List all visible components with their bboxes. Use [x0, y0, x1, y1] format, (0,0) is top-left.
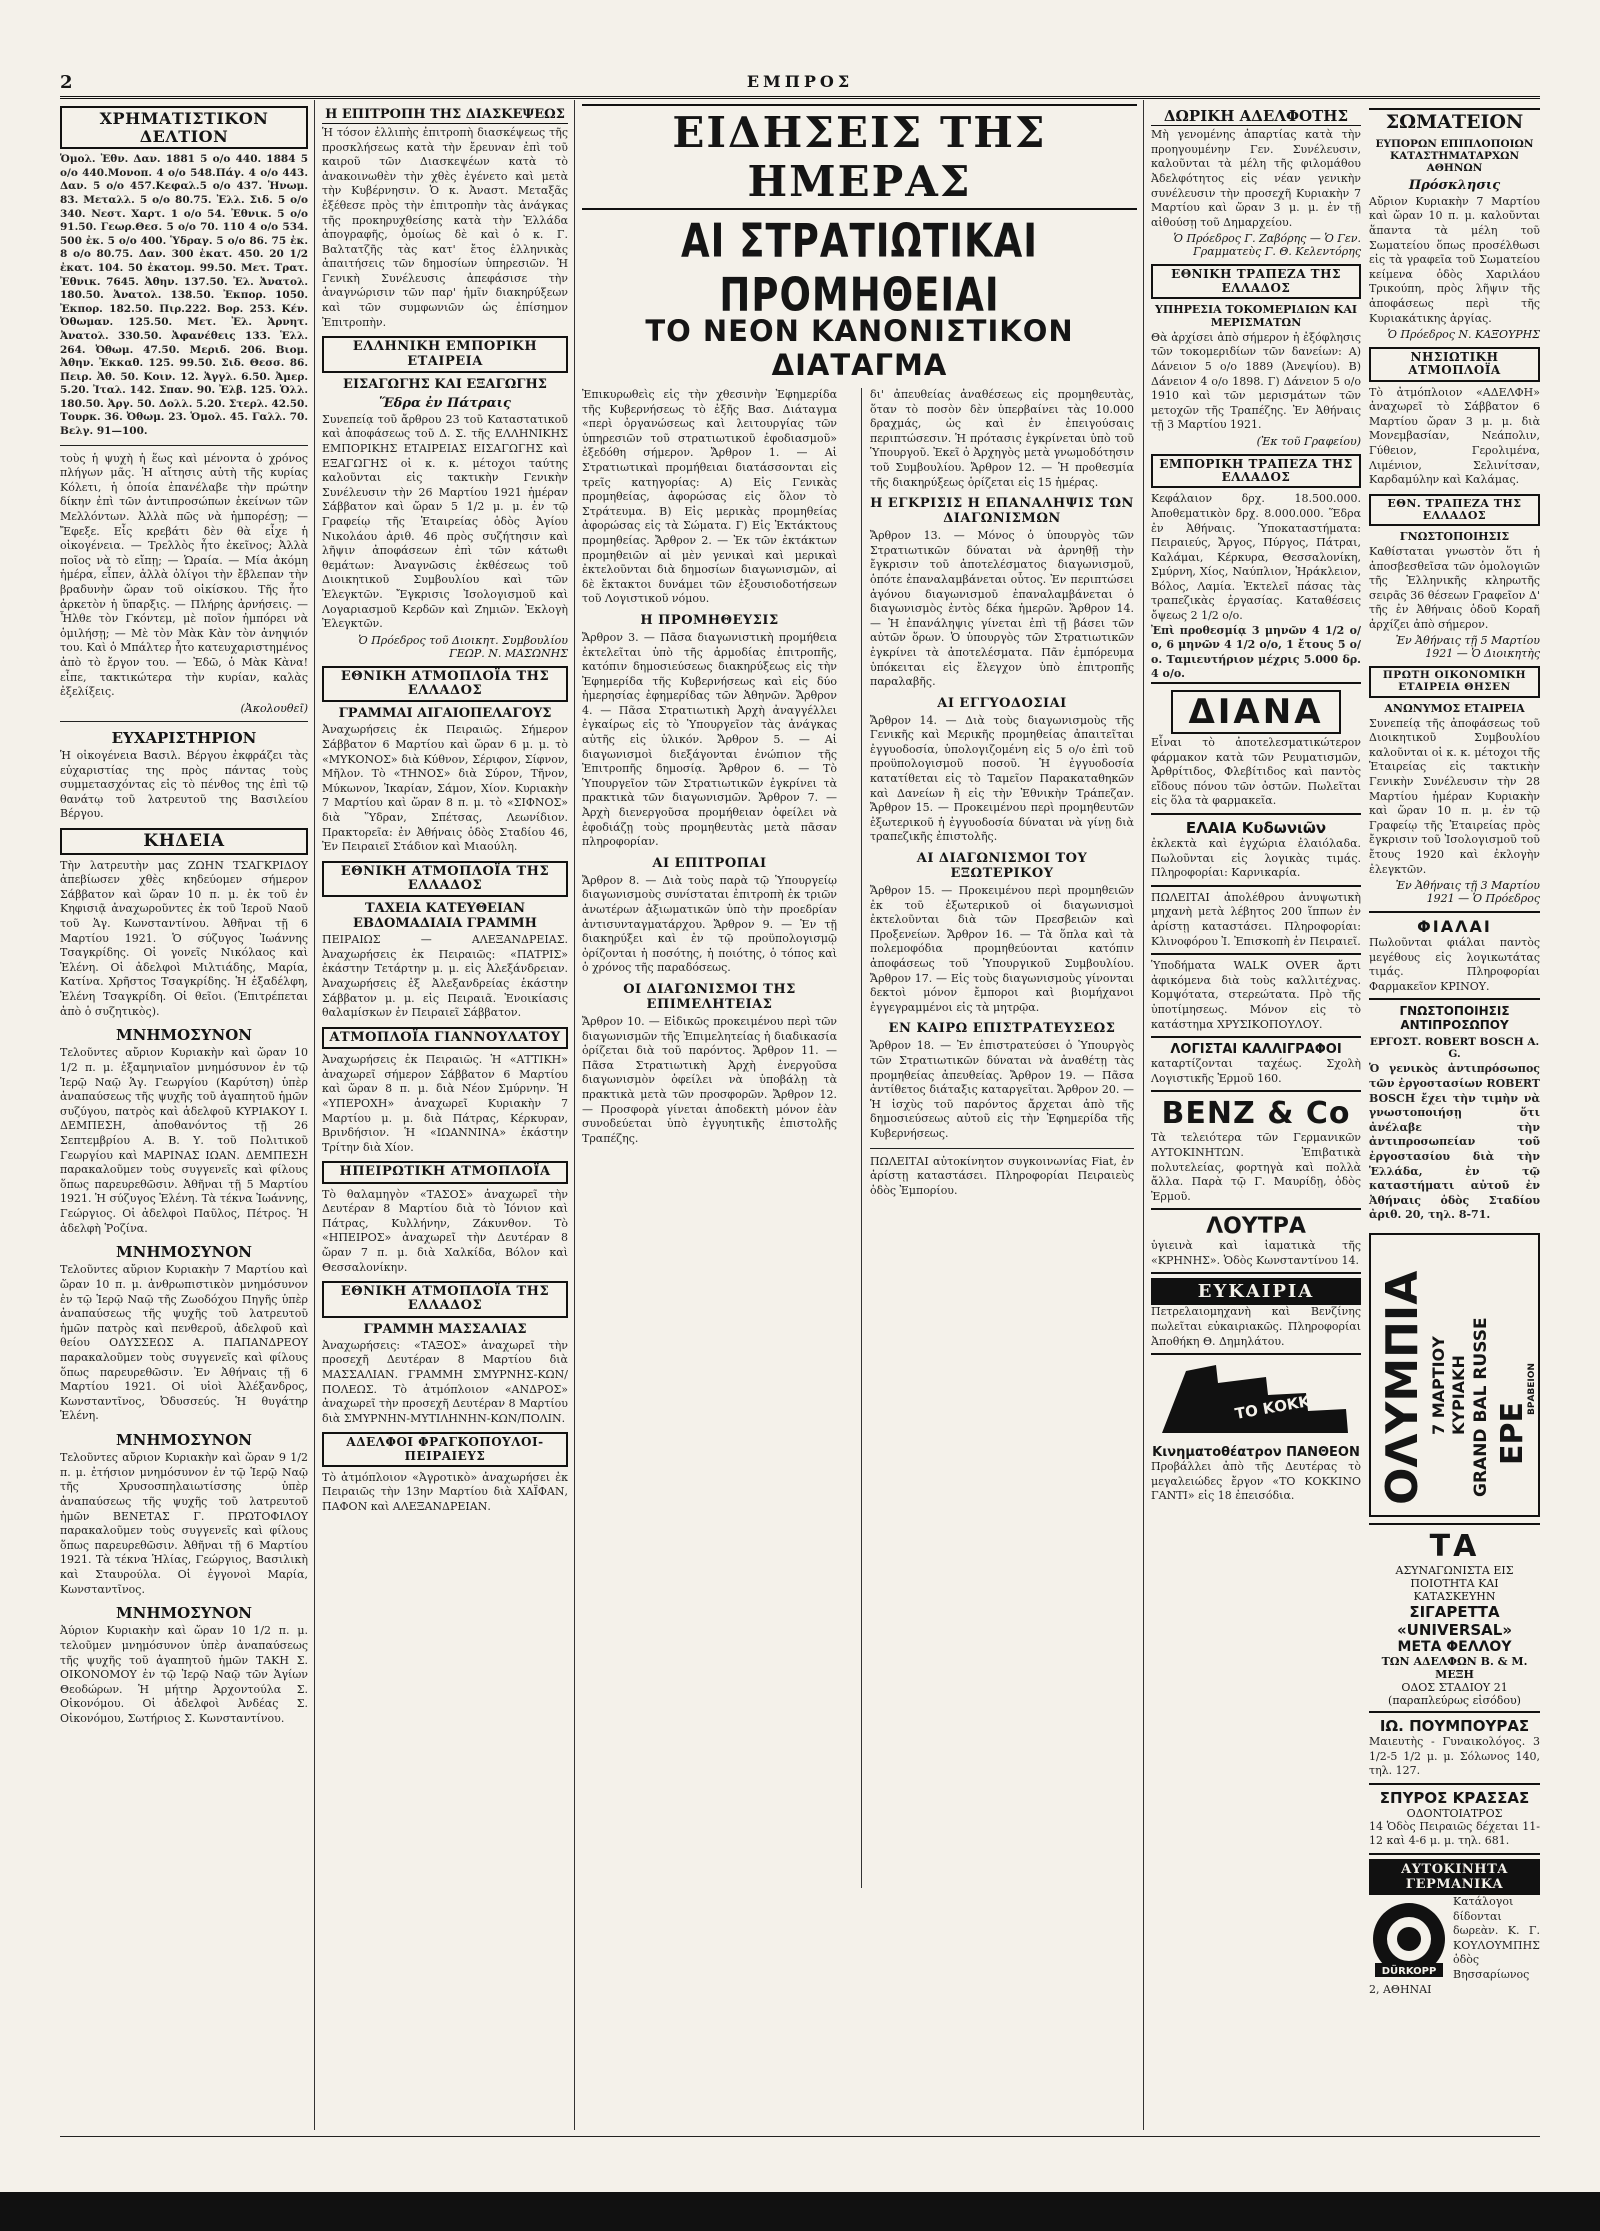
column-rule	[1143, 100, 1144, 2130]
island-shipping-title: ΝΗΣΙΩΤΙΚΗ ΑΤΜΟΠΛΟΪΑ	[1369, 347, 1540, 381]
sale-text: ΠΩΛΕΙΤΑΙ ἀπολέθρου ἀνυψωτικὴ μηχανὴ μετὰ λέβητος 200 ἵππων ἐν ἀρίστῃ καταστάσει. Πληροφορίαι: Κλινοφόρου Ἰ. Ἐπισκοπὴ ἐν Πειραιεῖ.	[1151, 890, 1361, 948]
article-paragraph: Ἄρθρον 8. — Διὰ τοὺς παρὰ τῷ Ὑπουργείῳ διαγωνισμοὺς συνίσταται ἐπιτροπὴ ἐκ τριῶν ἀνωτέρων ἀξιωματικῶν ὑπὸ τὴν προεδρίαν ἀντισυνταγματάρχου. Ἄρθρον 9. — Ἐν τῇ διακηρύξει καὶ ἐν τῷ προϋπολογισμῷ ὀρίζονται ἡ ποσότης, ἡ ποιότης, ὁ τόπος καὶ ὁ χρόνος τῆς παραδόσεως.	[582, 873, 837, 975]
pantheon-text: Προβάλλει ἀπὸ τῆς Δευτέρας τὸ μεγαλειώδες ἔργον «ΤΟ ΚΟΚΚΙΝΟ ΓΑΝΤΙ» εἰς 18 ἐπεισόδια.	[1151, 1460, 1361, 1503]
shipping-title: ΗΠΕΙΡΩΤΙΚΗ ΑΤΜΟΠΛΟΪΑ	[322, 1161, 568, 1183]
bank-signature: (Ἐκ τοῦ Γραφείου)	[1256, 434, 1361, 448]
article-column-rule	[861, 388, 862, 1888]
article-headline: ΑΙ ΣΤΡΑΤΙΩΤΙΚΑΙ ΠΡΟΜΗΘΕΙΑΙ	[680, 214, 1039, 322]
opportunity-ad	[1151, 1272, 1361, 1353]
association-subtitle: ΕΥΠΟΡΩΝ ΕΠΙΠΛΟΠΟΙΩΝ ΚΑΤΑΣΤΗΜΑΤΑΡΧΩΝ ΑΘΗΝΩΝ	[1375, 137, 1534, 174]
column-4	[1151, 100, 1396, 2130]
column-rule	[314, 100, 315, 2130]
stock-bulletin-text: Ὁμολ. Ἐθν. Δαν. 1881 5 ο/ο 440. 1884 5 ο/ο 440.Μονοπ. 4 ο/ο 548.Πάγ. 4 ο/ο 443. Δαν. 5 ο/ο 457.Κεφαλ.5 ο/ο 437. Ἡνωμ. 83. Μεταλλ. 5 ο/ο 80.75. Ἐλλ. Σιδ. 5 ο/ο 340. Νεστ. Χαρτ. 1 ο/ο 54. Ἐθνικ. 5 ο/ο 91.50. Γεωρ.Θεσ. 5 ο/ο 70. 110 4 ο/ο 534. 500 ἐκ. 5 ο/ο 400. Ὑδραγ. 5 ο/ο 86. 75 ἐκ. 8 ο/ο 80.75. Δαν. 300 ἐκατ. 450. 20 1/2 ἐκατ. 104. 50 ἐκατομ. 99.50. Μετ. Τρατ. Ἐθνικ. 7645. Ἀθην. 137.50. Ἐλ. Ἀνατολ. 180.50. Ἀνατολ. 138.50. Ἐκπορ. 1050. Ἐκπορ. 182.50. Πιρ.222. Βορ. 253. Κέν. Ὀθωμαν. 125.50. Μετ. Ἐλ. Ἀρνητ. Ἀνατολ. 330.50. Ἀφανέθεις 133. Ἑλλ. 264. Ὀθωμ. 47.50. Μεριδ. 206. Βιομ. Ἀθην. Ἐκκαθ. 125. 99.50. Σιδ. Θεσσ. 86. Πειρ. Ἀθ. 50. Κοιν. 12. Ἀγγλ. 6.50. Ἀμερ. 5.20. Ἰταλ. 142. Σπαν. 90. Ἐλβ. 125. Ὁλλ. 180.50. Ἀργ. 50. Δολλ. 5.20. Στερλ. 42.50. Τουρκ. 36. Ὀθωμ. 23. Ὁμολ. 45. Γαλλ. 70. Βελγ. 91—100.	[60, 153, 308, 438]
baths-text: ὑγιεινὰ καὶ ἰαματικὰ τῆς «ΚΡΗΝΗΣ». Ὁδὸς Κωνσταντίνου 14.	[1151, 1239, 1361, 1267]
association-title: ΣΩΜΑΤΕΙΟΝ	[1369, 108, 1540, 134]
baths-title: ΛΟΥΤΡΑ	[1206, 1214, 1306, 1240]
memorial-title: ΜΝΗΜΟΣΥΝΟΝ	[116, 1243, 252, 1262]
bank-subtitle: ΥΠΗΡΕΣΙΑ ΤΟΚΟΜΕΡΙΔΙΩΝ ΚΑΙ ΜΕΡΙΣΜΑΤΩΝ	[1154, 302, 1358, 329]
dentist-title: ΟΔΟΝΤΟΙΑΤΡΟΣ	[1406, 1806, 1503, 1820]
shipping-text: Τὸ θαλαμηγὸν «ΤΑΣΟΣ» ἀναχωρεῖ τὴν Δευτέραν 8 Μαρτίου διὰ τὸ Ἰόνιον καὶ Πάτρας, Κυλλήνην, Ζάκυνθον. Τὸ «ΗΠΕΙΡΟΣ» ἀναχωρεῖ τὴν Δευτέραν 8 ὥραν 7 π. μ. διὰ Χαλκίδα, Βόλον καὶ Θεσσαλονίκην.	[322, 1187, 568, 1274]
trade-company-location: Ἕδρα ἐν Πάτραις	[379, 395, 511, 411]
national-bank-subtitle: ΓΝΩΣΤΟΠΟΙΗΣΙΣ	[1399, 529, 1510, 543]
olympia-date: 7 ΜΑΡΤΙΟΥ	[1429, 1336, 1448, 1435]
memorial-title: ΜΝΗΜΟΣΥΝΟΝ	[116, 1026, 252, 1045]
bottom-rule	[60, 2136, 1540, 2137]
article-paragraph: Ἐπικυρωθεὶς εἰς τὴν χθεσινὴν Ἐφημερίδα τῆς Κυβερνήσεως τὸ ἐξῆς Βασ. Διάταγμα «περὶ ὀργανώσεως καὶ λειτουργίας τῶν ὑπηρεσιῶν τοῦ στρατιωτικοῦ ἐφοδιασμοῦ» ἐξεδόθη σήμερον. Ἄρθρον 1. — Αἱ Στρατιωτικαὶ προμήθειαι διατάσσονται εἰς τρεῖς κατηγορίας: Α) Εἰς Γενικὰς προμηθείας, ἀφορώσας εἰς ὅλον τὸ Στράτευμα. Β) Εἰς μερικὰς προμηθείας ἀφορώσας εἰς τὰ Σώματα. Γ) Εἰς Ἐκτάκτους προμηθείας. Ἄρθρον 2. — Ἐκ τῶν ἐκτάκτων προμηθειῶν αἱ μὲν γενικαὶ καὶ μερικαὶ ἐκτελοῦνται διὰ δημοσίων διαγωνισμῶν, αἱ δὲ ἔκτακτοι δυνάμει τῶν ἐξουσιοδοτήσεων τοῦ Λογιστικοῦ νόμου.	[582, 388, 837, 606]
german-cars-ad	[1369, 1853, 1540, 2001]
cigarette-name: ΣΙΓΑΡΕΤΤΑ «UNIVERSAL»	[1396, 1603, 1513, 1639]
bottles-title: ΦΙΑΛΑΙ	[1417, 917, 1492, 937]
red-glove-illustration	[1156, 1363, 1396, 1441]
bosch-title: ΓΝΩΣΤΟΠΟΙΗΣΙΣ ΑΝΤΙΠΡΟΣΩΠΟΥ	[1399, 1004, 1510, 1033]
article-subhead: ΕΝ ΚΑΙΡΩ ΕΠΙΣΤΡΑΤΕΥΣΕΩΣ	[888, 1021, 1116, 1037]
bank-text: Θὰ ἀρχίσει ἀπὸ σήμερον ἡ ἐξόφλησις τῶν τοκομεριδίων τῶν δανείων: Α) Δάνειον 5 ο/ο 1889 (Ἀνεψίου). Β) Δάνειον 4 ο/ο 1898. Γ) Δάνειον 5 ο/ο 1910 καὶ τῶν μερισμάτων τῶν μετοχῶν τῆς Τραπέζης. Ἐν Ἀθήναις τῇ 3 Μαρτίου 1921.	[1151, 330, 1361, 432]
economic-company-subtitle: ΑΝΩΝΥΜΟΣ ΕΤΑΙΡΕΙΑ	[1384, 701, 1525, 715]
column-1	[60, 100, 308, 2130]
classified-ad: ΠΩΛΕΙΤΑΙ αὐτοκίνητον συγκοινωνίας Fiat, ἐν ἀρίστῃ καταστάσει. Πληροφορίαι Πειραιεὺς ὁδὸς Ἐμπορίου.	[870, 1154, 1134, 1197]
cinema-ad	[1151, 1353, 1396, 1508]
divider	[870, 1148, 1134, 1149]
stock-bulletin-title: ΧΡΗΜΑΤΙΣΤΙΚΟΝ ΔΕΛΤΙΟΝ	[60, 106, 308, 149]
committee-text: Ἡ τόσον ἐλλιπὴς ἐπιτροπὴ διασκέψεως τῆς προσκλήσεως κατὰ τὴν ἔρευναν ἐπὶ τοῦ καιροῦ τῶν Διασκεψέων κατὰ τὸ ἀνακοινωθὲν τὴν χθὲς ἐγένετο καὶ μετὰ τὴν Κυβέρνησιν. Ὁ κ. Ἀναστ. Μεταξᾶς ἐξέθεσε πρὸς τὴν ἐπιτροπὴν τὰς ἀνάγκας τῆς προκηρυχθείσης κατὰ τὴν Ἐλλάδα ἀπογραφῆς, ὁμοίως δὲ καὶ ὁ κ. Γ. Βαλτατζῆς τὰς κατ' ἔτος ἑλληνικὰς ἀπαιτήσεις τῶν δημοσίων ὑπηρεσιῶν. Ἡ Γενικὴ Συνέλευσις ἀπεφάσισε τὴν ἀναγνώρισιν τῶν παρ' ἡμῖν διακηρύξεων καὶ τῶν συμφωνιῶν ὡς ἐπίσημον Ἐπιτροπὴν.	[322, 125, 568, 329]
doric-text: Μὴ γενομένης ἀπαρτίας κατὰ τὴν προηγουμένην Γεν. Συνέλευσιν, καλοῦνται τὰ μέλη τῆς φιλομάθου Ἀδελφότητος εἰς νέαν γενικὴν συνέλευσιν τὴν προσεχῆ Κυριακὴν 7 Μαρτίου καὶ ὥραν 3 μ. μ. ἐν τῇ αἰθούσῃ τοῦ Δημαρχείου.	[1151, 128, 1361, 229]
shipping-title: ΕΘΝΙΚΗ ΑΤΜΟΠΛΟΪΑ ΤΗΣ ΕΛΛΑΔΟΣ	[322, 1281, 568, 1318]
trade-company-title: ΕΛΛΗΝΙΚΗ ΕΜΠΟΡΙΚΗ ΕΤΑΙΡΕΙΑ	[322, 336, 568, 373]
memorial-text: Τελοῦντες αὔριον Κυριακὴν 7 Μαρτίου καὶ ὥραν 10 π. μ. ἀνθρωπιστικὸν μνημόσυνον ἐν τῷ Ἱερῷ Ναῷ τῆς Ζωοδόχου Πηγῆς ὑπὲρ ἀναπαύσεως τῆς ψυχῆς τοῦ λατρευτοῦ ἡμῶν πατρὸς καὶ πενθεροῦ, ἀδελφοῦ καὶ θείου ΟΔΥΣΣΕΩΣ Α. ΠΑΠΑΝΔΡΕΟΥ παρακαλοῦμεν τοὺς συγγενεῖς καὶ φίλους ὅπως παρευρεθῶσιν. Ἐν Ἀθήναις τῇ 6 Μαρτίου 1921. Οἱ υἱοὶ Ἀλέξανδρος, Κωνσταντῖνος, Ὀδυσσεύς. Ἡ θυγάτηρ Ἑλένη.	[60, 1263, 308, 1423]
doric-signature: Ὁ Πρόεδρος Γ. Ζαβόρης — Ὁ Γεν. Γραμματεὺς Γ. Θ. Κελεντόρης	[1173, 232, 1361, 259]
article-subhead: ΑΙ ΕΠΙΤΡΟΠΑΙ	[652, 855, 767, 871]
olive-oil-title: ΕΛΑΙΑ Κυδωνιῶν	[1185, 819, 1327, 837]
cigarette-address: ΟΔΟΣ ΣΤΑΔΙΟΥ 21 (παραπλεύρως εἰσόδου)	[1388, 1681, 1521, 1707]
diana-name: ΔΙΑΝΑ	[1171, 690, 1341, 734]
scan-bottom-edge	[0, 2192, 1600, 2231]
article-paragraph: Ἄρθρον 14. — Διὰ τοὺς διαγωνισμοὺς τῆς Γενικῆς καὶ Μερικῆς προμηθείας ἀπαιτεῖται ἐγγυοδοσία, ὑπολογιζομένη εἰς 5 ο/ο ἐπὶ τοῦ προϋπολογισμοῦ ποσοῦ. Ἡ ἐγγυοδοσία κατατίθεται εἰς τὸ Ταμεῖον Παρακαταθηκῶν καὶ Δανείων ἢ εἰς τὴν Ἐθνικὴν Τράπεζαν. Ἄρθρον 15. — Προκειμένου περὶ προμηθευτῶν ἐξωτερικοῦ ἡ ἐγγυοδοσία δύναται νὰ γίνῃ διὰ τραπεζικῆς ἐπιστολῆς.	[870, 713, 1134, 844]
dentist-name: ΣΠΥΡΟΣ ΚΡΑΣΣΑΣ	[1379, 1788, 1530, 1807]
benz-name: BENZ & Co	[1161, 1096, 1351, 1132]
bosch-ad	[1369, 998, 1540, 1227]
committee-title: Η ΕΠΙΤΡΟΠΗ ΤΗΣ ΔΙΑΣΚΕΨΕΩΣ	[322, 108, 568, 124]
national-bank-text: Καθίσταται γνωστὸν ὅτι ἡ ἀποσβεσθεῖσα τῶν ὁμολογιῶν τῆς Ἑλληνικῆς κληρωτῆς σειρᾶς 36 θέσεων Γραφεῖον Δ' τῆς ἐν Ἀθήναις ὁδοῦ Κοραῆ ἀρχίζει ἀπὸ σήμερον.	[1369, 544, 1540, 631]
memorial-text: Τελοῦντες αὔριον Κυριακὴν καὶ ὥραν 10 1/2 π. μ. ἐξαμηνιαῖον μνημόσυνον ἐν τῷ Ἱερῷ Ναῷ Ἁγ. Γεωργίου (Καρύτση) ὑπὲρ ἀναπαύσεως τῆς ψυχῆς τοῦ ἀγαπητοῦ ἡμῶν συζύγου, πατρὸς καὶ ἀδελφοῦ ΚΥΡΙΑΚΟΥ Ι. ΔΕΜΠΕΣΗ, ἀποθανόντος τῇ 26 Σεπτεμβρίου Α. Β. Υ. τοῦ Πολιτικοῦ Γεωργίου καὶ ΜΑΡΙΝΑΣ ΙΩΑΝ. ΔΕΜΠΕΣΗ παρακαλοῦμεν τοὺς συγγενεῖς καὶ φίλους ὅπως παρευρεθῶσιν. Ἀθῆναι τῇ 5 Μαρτίου 1921. Ἡ σύζυγος Ἑλένη. Τὰ τέκνα Ἰωάννης, Γεώργιος. Οἱ ἀδελφοὶ Παῦλος, Πέτρος. Ἡ ἀδελφὴ Ῥοζίνα.	[60, 1046, 308, 1235]
olive-oil-ad	[1151, 813, 1361, 885]
island-shipping-text: Τὸ ἀτμόπλοιον «ΑΔΕΛΦΗ» ἀναχωρεῖ τὸ Σάββατον 6 Μαρτίου ὥραν 3 μ. μ. διὰ Μονεμβασίαν, Νεάπολιν, Γύθειον, Γερολιμένα, Λιμένιον, Σελινίτσαν, Καρδαμύλην καὶ Καλάμας.	[1369, 385, 1540, 487]
shipping-title: ΑΤΜΟΠΛΟΪΑ ΓΙΑΝΝΟΥΛΑΤΟΥ	[322, 1027, 568, 1049]
masthead	[60, 70, 1540, 99]
national-bank-signature: Ἐν Ἀθήναις τῇ 5 Μαρτίου 1921 — Ὁ Διοικητὴς	[1395, 634, 1540, 661]
association-invite: Πρόσκλησις	[1408, 177, 1501, 193]
cigarette-maker: ΤΩΝ ΑΔΕΛΦΩΝ Β. & Μ. ΜΕΞΗ	[1381, 1655, 1528, 1681]
shipping-text: Ἀναχωρήσεις: «ΤΑΞΟΣ» ἀναχωρεῖ τὴν προσεχῆ Δευτέραν 8 Μαρτίου διὰ ΜΑΣΣΑΛΙΑΝ. ΓΡΑΜΜΗ ΣΜΥΡΝΗΣ-ΚΩΝ/ΠΟΛΕΩΣ. Τὸ ἀτμόπλοιον «ΑΝΔΡΟΣ» ἀναχωρεῖ τὴν προσεχῆ Δευτέραν 8 Μαρτίου διὰ ΣΜΥΡΝΗΝ-ΜΥΤΙΛΗΝΗΝ-ΚΩΝ/ΠΟΛΙΝ.	[322, 1338, 568, 1425]
association-signature: Ὁ Πρόεδρος Ν. ΚΑΞΟΥΡΗΣ	[1387, 328, 1540, 342]
doctor-name: ΙΩ. ΠΟΥΜΠΟΥΡΑΣ	[1379, 1717, 1530, 1735]
article-left-column	[582, 388, 837, 1146]
sale-ad	[1151, 885, 1361, 953]
olympia-name: ΟΛΥΜΠΙΑ	[1377, 1270, 1428, 1505]
accountants-title: ΛΟΓΙΣΤΑΙ ΚΑΛΛΙΓΡΑΦΟΙ	[1170, 1042, 1342, 1058]
serial-story-text: τοὺς ἡ ψυχὴ ἡ ἕως καὶ μένοντα ὁ χρόνος πλήγων μᾶς. Ἡ αἴτησις αὐτὴ τῆς κυρίας Κόλετι, ἡ ὁποία ἐπανέλαβε τὴν πρώτην δίκην ἐπὶ τῶν ἀντιπροσώπων ἐκείνων τῶν Μελλόντων. Ἀλλὰ πῶς νὰ ἠμπορέσῃ; — Ἔφεξε. Εἶς κρεβάτι δὲν θὰ εἶχε ἡ οἰκογένεια. — Τρελλὸς ἦτο ἐκεῖνος; Ἀλλὰ ποῖος νὰ τὸ εἴπῃ; — Ὡραία. — Μία ἀκόμη ἡμέρα, εἶπεν, ἀλλὰ ὀλίγοι τὴν ἔβλεπαν τὴν βραδυνὴν ὥραν τοῦ οἰκίσκου. Τῆς ἦτο ἀρκετὸν ἡ ὕπαρξις. — Πλήρης ἀρνήσεις. — Ἦλθε τὸν Γκόντεμ, μὲ ποῖον ἠμπόρει νὰ ὁμιλήσῃ; — Μὲ τὸν Μὰκ Κὰν τὸν ἀνηψιόν του. Καὶ ὁ Μπάλτερ ἦτο κατευχαριστημένος ἀπὸ τὸ ἔργον του. — Ἐδῶ, ὁ Μὰκ Κὰνα! εἶπε, τακτικώτερα τὴν κυρίαν, καλὰς ἐξελίξεις.	[60, 451, 308, 699]
article-subhead: ΑΙ ΔΙΑΓΩΝΙΣΜΟΙ ΤΟΥ ΕΞΩΤΕΡΙΚΟΥ	[916, 851, 1088, 882]
memorial-text: Ἀύριον Κυριακὴν καὶ ὥραν 10 1/2 π. μ. τελοῦμεν μνημόσυνον ὑπὲρ ἀναπαύσεως τῆς ψυχῆς τοῦ ἀγαπητοῦ ἡμῶν ΤΑΚΗ Σ. ΟΙΚΟΝΟΜΟΥ ἐν τῷ Ἱερῷ Ναῷ τῶν Ἁγίων Θεοδώρων. Ἡ μήτηρ Ἀρχοντούλα Σ. Οἰκονόμου. Οἱ ἀδελφοὶ Ἀνδέας Σ. Οἰκονόμου, Σωτήριος Σ. Κωνσταντίνου.	[60, 1624, 308, 1725]
benz-text: Τὰ τελειότερα τῶν Γερμανικῶν ΑΥΤΟΚΙΝΗΤΩΝ. Ἐπιβατικὰ πολυτελείας, φορτηγὰ καὶ πολλὰ ἄλλα. Παρὰ τῷ Γ. Μαυρίδῃ, ὁδὸς Ἐρμοῦ.	[1151, 1131, 1361, 1203]
doctor-text: Μαιευτὴς - Γυναικολόγος. 3 1/2-5 1/2 μ. μ. Σόλωνος 140, τηλ. 127.	[1369, 1735, 1540, 1778]
article-subhead: Η ΠΡΟΜΗΘΕΥΣΙΣ	[640, 612, 779, 628]
article-subhead: ΟΙ ΔΙΑΓΩΝΙΣΜΟΙ ΤΗΣ ΕΠΙΜΕΛΗΤΕΙΑΣ	[623, 981, 796, 1012]
shipping-subtitle: ΓΡΑΜΜΗ ΜΑΣΣΑΛΙΑΣ	[363, 1321, 527, 1337]
memorial-text: Τελοῦντες αὔριον Κυριακὴν καὶ ὥραν 9 1/2 π. μ. ἐτήσιον μνημόσυνον ἐν τῷ Ἱερῷ Ναῷ τῆς Χρυσοσπηλαιωτίσσης ὑπὲρ ἀναπαύσεως τῆς ψυχῆς τοῦ λατρευτοῦ ἡμῶν ΒΕΝΕΤΑΣ Γ. ΠΡΩΤΟΦΙΛΟΥ παρακαλοῦμεν τοὺς συγγενεῖς καὶ φίλους ὅπως παρευρεθῶσιν. Ἀθῆναι τῇ 6 Μαρτίου 1921. Τὰ τέκνα Ἡλίας, Γεώργιος, Βασιλικὴ καὶ Σταυρούλα. Οἱ ἐγγονοὶ Μαρία, Κωνσταντῖνος.	[60, 1451, 308, 1596]
article-paragraph: Ἄρθρον 15. — Προκειμένου περὶ προμηθειῶν ἐκ τοῦ ἐξωτερικοῦ οἱ διαγωνισμοὶ ἐκτελοῦνται διὰ τῶν Πρεσβειῶν καὶ Προξενείων. Ἄρθρον 16. — Τὰ ὅπλα καὶ τὰ πολεμοφόδια προμηθεύονται κατόπιν ἀποφάσεως τοῦ Ὑπουργικοῦ Συμβουλίου. Ἄρθρον 17. — Εἰς τοὺς διαγωνισμοὺς γίνονται δεκτοὶ μόνον ἔμποροι καὶ βιομήχανοι ἐγγεγραμμένοι εἰς τὰ μητρῷα.	[870, 884, 1134, 1014]
trade-company-signature: Ὁ Πρόεδρος τοῦ Διοικητ. Συμβουλίου ΓΕΩΡ. Ν. ΜΑΣΩΝΗΣ	[358, 633, 568, 660]
olympia-side-label: ΒΡΑΒΕΙΟΝ	[1527, 1363, 1537, 1415]
economic-company-title: ΠΡΩΤΗ ΟΙΚΟΝΟΜΙΚΗ ΕΤΑΙΡΕΙΑ ΘΗΣΕΝ	[1369, 666, 1540, 697]
thanks-text: Ἡ οἰκογένεια Βασιλ. Βέργου ἐκφράζει τὰς εὐχαριστίας της πρὸς πάντας τοὺς συμμετασχόντας εἰς τὸ πένθος της ἐπὶ τῷ θανάτῳ τοῦ λατρευτοῦ της Βασιλείου Βέργου.	[60, 749, 308, 821]
olympia-ball-ad	[1369, 1233, 1540, 1517]
article-paragraph: Ἄρθρον 10. — Εἰδικῶς προκειμένου περὶ τῶν διαγωνισμῶν τῆς Ἐπιμελητείας ἡ διαδικασία ὁρίζεται διὰ τοῦ παρόντος. Ἄρθρον 11. — Πᾶσα Στρατιωτικὴ Ἀρχὴ ἐνεργοῦσα διαγωνισμὸν ὀφείλει νὰ ὑποβάλῃ τὰ πρακτικὰ μετὰ τῶν προσφορῶν. Ἄρθρον 12. — Προσφορὰ γίνεται ἀποδεκτὴ μόνον ἐὰν συνοδεύεται ὑπὸ ἐγγυητικῆς ἐπιστολῆς Τραπέζης.	[582, 1014, 837, 1145]
cigarette-subtitle-2: ΜΕΤΑ ΦΕΛΛΟΥ	[1397, 1639, 1512, 1655]
german-cars-text: Κατάλογοι δίδονται δωρεὰν. Κ. Γ. ΚΟΥΛΟΥΜΠΗΣ ὁδὸς Βησσαρίωνος 2, ΑΘΗΝΑΙ	[1369, 1894, 1540, 1996]
article-paragraph: Ἄρθρον 13. — Μόνος ὁ ὑπουργὸς τῶν Στρατιωτικῶν δύναται νὰ ἀρνηθῇ τὴν ἔγκρισιν τοῦ ἀποτελέσματος διαγωνισμοῦ, ὁπότε ἐπαναλαμβάνεται οὗτος. Ἐν περιπτώσει ἀγόνου διαγωνισμοῦ ἐπαναλαμβάνεται ὁ διαγωνισμὸς ἐντὸς δέκα ἡμερῶν. Ἄρθρον 14. — Ἡ ἐπανάληψις γίνεται ἐπὶ τῇ βάσει τῶν αὐτῶν ὅρων. Ὁ ὑπουργὸς τῶν Στρατιωτικῶν ἐγκρίνει τὰ ἀποτελέσματα. Πᾶν ἐμπόρευμα ὑπόκειται εἰς ἔλεγχον ὑπὸ ἐπιτροπῆς παραλαβῆς.	[870, 529, 1134, 689]
opportunity-text: Πετρελαιομηχανὴ καὶ Βενζίνης πωλεῖται εὐκαιριακῶς. Πληροφορίαι Ἀποθήκη Θ. Δημηλάτου.	[1151, 1305, 1361, 1348]
serial-signature: (Ἀκολουθεῖ)	[240, 701, 308, 715]
divider	[60, 445, 308, 446]
pantheon-title: Κινηματοθέατρον ΠΑΝΘΕΟΝ	[1152, 1445, 1360, 1461]
cigarette-headline: ΤΑ	[1429, 1529, 1480, 1564]
olive-oil-text: ἐκλεκτὰ καὶ ἐγχώρια ἐλαιόλαδα. Πωλοῦνται εἰς λογικὰς τιμάς. Πληροφορίαι: Καρνικαρία.	[1151, 837, 1361, 880]
shipping-text: Ἀναχωρήσεις ἐκ Πειραιῶς. Ἡ «ΑΤΤΙΚΗ» ἀναχωρεῖ σήμερον Σάββατον 6 Μαρτίου καὶ ὥραν 8 π. μ. διὰ Νέον Σμύρνην. Ἡ «ΥΠΕΡΟΧΗ» ἀναχωρεῖ Κυριακὴν 7 Μαρτίου μ. μ. διὰ Πάτρας, Κέρκυραν, Βρινδήσιον. Ἡ «ΙΩΑΝΝΙΝΑ» ἑκάστην Τρίτην διὰ Χίον.	[322, 1053, 568, 1154]
column-5	[1369, 100, 1540, 2130]
bosch-subtitle: ΕΡΓΟΣΤ. ROBERT BOSCH A. G.	[1369, 1036, 1540, 1061]
shipping-title: ΕΘΝΙΚΗ ΑΤΜΟΠΛΟΪΑ ΤΗΣ ΕΛΛΑΔΟΣ	[322, 666, 568, 703]
memorial-title: ΜΝΗΜΟΣΥΝΟΝ	[116, 1604, 252, 1623]
article-right-column	[870, 388, 1134, 1198]
shipping-text: Τὸ ἀτμόπλοιον «Ἀγροτικὸ» ἀναχωρήσει ἐκ Πειραιῶς τὴν 13ην Μαρτίου διὰ ΧΑΪΦΑΝ, ΠΑΦΟΝ καὶ ΑΛΕΞΑΝΔΡΕΙΑΝ.	[322, 1470, 568, 1513]
red-glove-label: ΤΟ ΚΟΚΚΙΝΟ ΓΑΝΤΙ	[1233, 1377, 1396, 1424]
bottles-text: Πωλοῦνται φιάλαι παντὸς μεγέθους εἰς λογικωτάτας τιμάς. Πληροφορίαι Φαρμακεῖον ΚΡΙΝΟΥ.	[1369, 936, 1540, 993]
funeral-title: ΚΗΔΕΙΑ	[60, 828, 308, 855]
shipping-title: ΕΘΝΙΚΗ ΑΤΜΟΠΛΟΪΑ ΤΗΣ ΕΛΛΑΔΟΣ	[322, 861, 568, 898]
column-2	[322, 100, 568, 2130]
shipping-subtitle: ΓΡΑΜΜΑΙ ΑΙΓΑΙΟΠΕΛΑΓΟΥΣ	[338, 706, 552, 722]
newspaper-name: ΕΜΠΡΟΣ	[746, 72, 854, 91]
olympia-day: ΚΥΡΙΑΚΗ	[1449, 1355, 1468, 1435]
shipping-subtitle: ΤΑΧΕΙΑ ΚΑΤΕΥΘΕΙΑΝ ΕΒΔΟΜΑΔΙΑΙΑ ΓΡΑΜΜΗ	[353, 901, 537, 932]
commercial-bank-text: Κεφάλαιον δρχ. 18.500.000. Ἀποθεματικὸν δρχ. 8.000.000. Ἕδρα ἐν Ἀθήναις. Ὑποκαταστήματα: Πειραιεύς, Ἄργος, Πύργος, Πάτραι, Καλάμαι, Κέρκυρα, Θεσσαλονίκη, Σμύρνη, Χίος, Ναύπλιον, Ἡράκλειον, Βόλος, Λαμία. Ἐκτελεῖ πάσας τὰς τραπεζικὰς ἐργασίας. Καταθέσεις ὄψεως 2 1/2 ο/ο.	[1151, 492, 1361, 623]
column-rule	[574, 100, 575, 2130]
funeral-text: Τὴν λατρευτὴν μας ΖΩΗΝ ΤΣΑΓΚΡΙΔΟΥ ἀπεβίωσεν χθὲς κηδεύομεν σήμερον Σάββατον καὶ ὥραν 10 π. μ. ἐκ τοῦ ἐν Κηφισιᾷ ἀναχωροῦντες ἐκ τοῦ Ἱεροῦ Ναοῦ τοῦ Ἁγ. Κωνσταντίνου. Ἀθῆναι τῇ 6 Μαρτίου 1921. Ὁ σύζυγος Ἰωάννης Τσαγκρίδης. Οἱ γονεῖς Νικόλαος καὶ Ἑλένη. Οἱ ἀδελφοὶ Μιλτιάδης, Μαρία, Κατίνα. Χρῆστος Τσαγκρίδης. Ἡ ἐξαδέλφη, Ἑλένη Τσαγκρίδη. Οἱ θεῖοι. (Ἐπιτρέπεται ἀπὸ ὁ συζητικὸς).	[60, 858, 308, 1018]
shipping-title: ΑΔΕΛΦΟΙ ΦΡΑΓΚΟΠΟΥΛΟΙ-ΠΕΙΡΑΙΕΥΣ	[322, 1432, 568, 1466]
commercial-bank-title: ΕΜΠΟΡΙΚΗ ΤΡΑΠΕΖΑ ΤΗΣ ΕΛΛΑΔΟΣ	[1151, 454, 1361, 488]
column-center	[582, 100, 1137, 2130]
article-subheadline: ΤΟ ΝΕΟΝ ΚΑΝΟΝΙΣΤΙΚΟΝ ΔΙΑΤΑΓΜΑ	[645, 314, 1074, 382]
article-paragraph: δι' ἀπευθείας ἀναθέσεως εἰς προμηθευτὰς, ὅταν τὸ ποσὸν δὲν ὑπερβαίνει τὰς 10.000 δραχμάς, ὡς καὶ ἐν ἐπειγούσαις περιπτώσεσιν. Ἡ πρότασις ἐγκρίνεται ὑπὸ τοῦ Ὑπουργοῦ. Ἐκεῖ ὁ Ἀρχηγὸς μετὰ γνωμοδότησιν τοῦ Συμβουλίου. Ἄρθρον 12. — Ἡ προθεσμία τῆς διακηρύξεως ὁρίζεται εἰς 15 ἡμέρας.	[870, 388, 1134, 489]
association-text: Αὔριον Κυριακὴν 7 Μαρτίου καὶ ὥραν 10 π. μ. καλοῦνται ἅπαντα τὰ μέλη τοῦ Σωματείου ὅπως προσέλθωσι εἰς τὰ γραφεῖα τοῦ Σωματείου κείμενα ὁδὸς Χαριλάου Τρικούπη, πρὸς λῆψιν τῆς ἀποφάσεως περὶ τῆς Κυριακάτικης ἀργίας.	[1369, 194, 1540, 325]
thanks-title: ΕΥΧΑΡΙΣΤΗΡΙΟΝ	[111, 728, 257, 747]
dentist-text: 14 Ὁδὸς Πειραιῶς δέχεται 11-12 καὶ 4-6 μ. μ. τηλ. 681.	[1369, 1819, 1540, 1848]
durkopp-logo	[1369, 1899, 1449, 1979]
benz-ad	[1151, 1090, 1361, 1208]
opportunity-title: ΕΥΚΑΙΡΙΑ	[1151, 1278, 1361, 1305]
baths-ad	[1151, 1208, 1361, 1272]
page-number: 2	[60, 72, 73, 93]
news-of-the-day-banner: ΕΙΔΗΣΕΙΣ ΤΗΣ ΗΜΕΡΑΣ	[582, 104, 1137, 210]
german-cars-title: ΑΥΤΟΚΙΝΗΤΑ ΓΕΡΜΑΝΙΚΑ	[1369, 1859, 1540, 1895]
diana-text: Εἶναι τὸ ἀποτελεσματικώτερον φάρμακον κατὰ τῶν Ρευματισμῶν, Ἀρθρίτιδος, Φλεβίτιδος καὶ παντὸς εἴδους πόνου τῶν ὀστῶν. Πωλεῖται εἰς ὅλα τὰ φαρμακεῖα.	[1151, 736, 1361, 808]
national-bank-title: ΕΘΝ. ΤΡΑΠΕΖΑ ΤΗΣ ΕΛΛΑΔΟΣ	[1369, 494, 1540, 526]
cigarette-subtitle: ΑΣΥΝΑΓΩΝΙΣΤΑ ΕΙΣ ΠΟΙΟΤΗΤΑ ΚΑΙ ΚΑΤΑΣΚΕΥΗΝ	[1395, 1564, 1514, 1603]
diana-ad	[1151, 682, 1361, 813]
article-subhead: ΑΙ ΕΓΓΥΟΔΟΣΙΑΙ	[937, 695, 1067, 711]
doric-title: ΔΩΡΙΚΗ ΑΔΕΛΦΟΤΗΣ	[1151, 108, 1361, 126]
olympia-ere: ΕΡΕ	[1495, 1402, 1530, 1465]
trade-company-text: Συνεπείᾳ τοῦ ἄρθρου 23 τοῦ Καταστατικοῦ καὶ ἀποφάσεως τοῦ Δ. Σ. τῆς ΕΛΛΗΝΙΚΗΣ ΕΜΠΟΡΙΚΗΣ ΕΤΑΙΡΕΙΑΣ ΕΙΣΑΓΩΓΗΣ καὶ ΕΞΑΓΩΓΗΣ οἱ κ. κ. μέτοχοι ταύτης καλοῦνται εἰς τακτικὴν Γενικὴν Συνέλευσιν τὴν 26 Μαρτίου 1921 ἡμέραν Σάββατον καὶ ὥραν 5 1/2 μ. μ. ἐν τῷ Γραφείῳ τῆς Ἑταιρείας ὁδὸς Ἀγίου Νικολάου ἀριθ. 46 πρὸς συζήτησιν καὶ λῆψιν ἀποφάσεων ἐπὶ τῶν κάτωθι θεμάτων: Ἀναγνῶσις ἐκθέσεως τοῦ Διοικητικοῦ Συμβουλίου καὶ τῶν Ἐλεγκτῶν. Ἔγκρισις Ἰσολογισμοῦ καὶ Λογαριασμοῦ Κερδῶν καὶ Ζημιῶν. Ἐκλογὴ Ἐλεγκτῶν.	[322, 412, 568, 631]
memorial-title: ΜΝΗΜΟΣΥΝΟΝ	[116, 1430, 252, 1449]
trade-company-subtitle: ΕΙΣΑΓΩΓΗΣ ΚΑΙ ΕΞΑΓΩΓΗΣ	[343, 376, 547, 392]
durkopp-label: DÜRKOPP	[1381, 1965, 1437, 1977]
economic-company-text: Συνεπείᾳ τῆς ἀποφάσεως τοῦ Διοικητικοῦ Συμβουλίου καλοῦνται οἱ κ. κ. μέτοχοι τῆς Ἑταιρείας εἰς τακτικὴν Γενικὴν Συνέλευσιν τὴν 28 Μαρτίου ἡμέραν Κυριακὴν καὶ ὥραν 10 π. μ. ἐν τῷ Γραφείῳ τῆς Ἑταιρείας πρὸς ἔγκρισιν τοῦ Ἰσολογισμοῦ τοῦ ἔτους 1920 καὶ ἐκλογὴν ἐλεγκτῶν.	[1369, 716, 1540, 876]
economic-company-signature: Ἐν Ἀθήναις τῇ 3 Μαρτίου 1921 — Ὁ Πρόεδρος	[1395, 879, 1540, 906]
dentist-ad	[1369, 1783, 1540, 1853]
article-paragraph: Ἄρθρον 18. — Ἐν ἐπιστρατεύσει ὁ Ὑπουργὸς τῶν Στρατιωτικῶν δύναται νὰ ἀναθέτῃ τὰς προμηθείας ἀπευθείας. Ἄρθρον 19. — Πᾶσα ἀντίθετος διάταξις καταργεῖται. Ἄρθρον 20. — Ἡ ἰσχὺς τοῦ παρόντος ἄρχεται ἀπὸ τῆς δημοσιεύσεως αὐτοῦ εἰς τὴν Ἐφημερίδα τῆς Κυβερνήσεως.	[870, 1039, 1134, 1140]
bosch-text: Ὁ γενικὸς ἀντιπρόσωπος τῶν ἐργοστασίων ROBERT BOSCH ἔχει τὴν τιμὴν νὰ γνωστοποιήσῃ ὅτι ἀνέλαβε τὴν ἀντιπροσωπείαν τοῦ ἐργοστασίου διὰ τὴν Ἑλλάδα, ἐν τῷ καταστήματι αὐτοῦ ἐν Ἀθήναις ὁδὸς Σταδίου ἀριθ. 20, τηλ. 8-71.	[1369, 1062, 1540, 1222]
walkover-ad	[1151, 953, 1361, 1036]
shipping-text: Ἀναχωρήσεις ἐκ Πειραιῶς. Σήμερον Σάββατον 6 Μαρτίου καὶ ὥραν 6 μ. μ. τὸ «ΜΥΚΟΝΟΣ» διὰ Κύθνον, Σέριφον, Σίφνον, Μῆλον. Τὸ «ΤΗΝΟΣ» διὰ Σύρον, Τῆνον, Μύκωνον, Ἰκαρίαν, Σάμον, Χίον. Κυριακὴν 7 Μαρτίου καὶ ὥραν 8 π. μ. τὸ «ΣΙΦΝΟΣ» διὰ Ὕδραν, Σπέτσας, Λεωνίδιον. Πρακτορεῖα: ἐν Ἀθήναις ὁδὸς Σταδίου 46, Ἐν Πειραιεῖ Στάδιον καὶ Μιαούλη.	[322, 723, 568, 854]
cigarette-ad	[1369, 1523, 1540, 1711]
commercial-bank-rates: Ἐπὶ προθεσμίᾳ 3 μηνῶν 4 1/2 ο/ο, 6 μηνῶν 4 1/2 ο/ο, 1 ἔτους 5 ο/ο. Ταμιευτήριον μέχρις 5.000 δρ. 4 ο/ο.	[1151, 623, 1361, 681]
divider	[60, 721, 308, 722]
bottles-ad	[1369, 911, 1540, 998]
walkover-text: Ὑποδήματα WALK OVER ἄρτι ἀφικόμενα διὰ τοὺς καλλιτέχνας. Κομψότατα, στερεώτατα. Πρὸ τῆς ὑποτίμησεως. Μόνον εἰς τὸ κατάστημα ΧΡΥΣΙΚΟΠΟΥΛΟΥ.	[1151, 959, 1361, 1031]
article-paragraph: Ἄρθρον 3. — Πᾶσα διαγωνιστικὴ προμήθεια ἐκτελεῖται ὑπὸ τῆς ἁρμοδίας ἐπιτροπῆς, κατόπιν δημοσιεύσεως διακηρύξεως εἰς τὴν Ἐφημερίδα τῆς Κυβερνήσεως καὶ εἰς δύο ἡμερησίας ἐφημερίδας τῶν Ἀθηνῶν. Ἄρθρον 4. — Πᾶσα Στρατιωτικὴ Ἀρχὴ ἀναγγέλλει ἐγκαίρως εἰς τὸ Ὑπουργεῖον τὰς ἀνάγκας αὐτῆς εἰς ὑλικόν. Ἄρθρον 5. — Αἱ διαγωνισμοὶ διεξάγονται ἐνώπιον τῆς Ἐπιτροπῆς δημοσίᾳ. Ἄρθρον 6. — Τὸ Ὑπουργεῖον τῶν Στρατιωτικῶν ἐγκρίνει τὰ πρακτικὰ τῶν διαγωνισμῶν. Ἄρθρον 7. — Ἀρχὴ διενεργοῦσα προμήθειαν ὀφείλει νὰ ἐφοδιάζῃ τοὺς προμηθευτὰς μετὰ πᾶσαν πληροφορίαν.	[582, 630, 837, 849]
accountants-ad	[1151, 1036, 1361, 1090]
bank-title: ΕΘΝΙΚΗ ΤΡΑΠΕΖΑ ΤΗΣ ΕΛΛΑΔΟΣ	[1151, 264, 1361, 298]
shipping-text: ΠΕΙΡΑΙΩΣ — ΑΛΕΞΑΝΔΡΕΙΑΣ. Ἀναχωρήσεις ἐκ Πειραιῶς: «ΠΑΤΡΙΣ» ἐκάστην Τετάρτην μ. μ. εἰς Ἀλεξάνδρειαν. Ἀναχωρήσεις ἐξ Ἀλεξανδρείας ἑκάστην Σάββατον μ. μ. εἰς Πειραιᾶ. Ἐνοικίασις θαλαμίσκων ἐν Πειραιεῖ Σάββατον.	[322, 933, 568, 1020]
accountants-text: καταρτίζονται ταχέως. Σχολὴ Λογιστικῆς Ἑρμοῦ 160.	[1151, 1057, 1361, 1085]
doctor-ad	[1369, 1711, 1540, 1783]
article-subhead: Η ΕΓΚΡΙΣΙΣ Η ΕΠΑΝΑΛΗΨΙΣ ΤΩΝ ΔΙΑΓΩΝΙΣΜΩΝ	[870, 496, 1134, 527]
olympia-event: GRAND BAL RUSSE	[1471, 1317, 1491, 1497]
